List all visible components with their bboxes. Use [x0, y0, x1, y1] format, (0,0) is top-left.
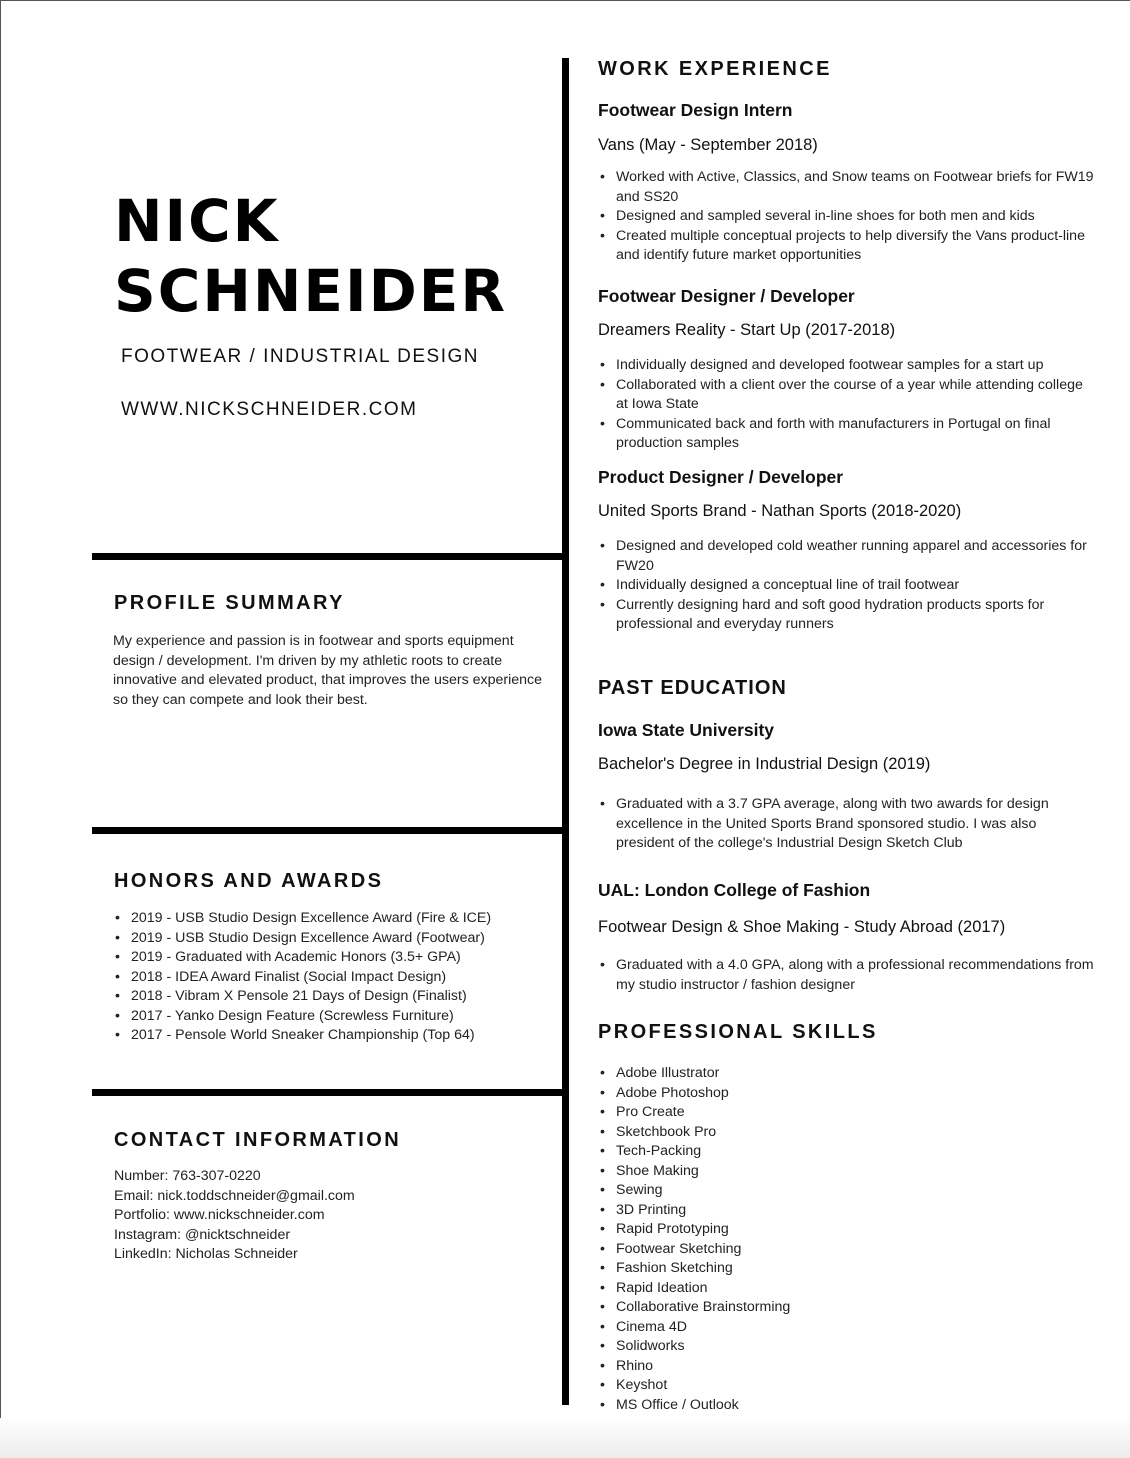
skills-list	[598, 1064, 1098, 1415]
list-item: • Adobe Illustrator	[598, 1064, 1098, 1084]
list-item: • Tech-Packing	[598, 1142, 1098, 1162]
list-item: • Rapid Prototyping	[598, 1220, 1098, 1240]
contact-details	[114, 1167, 355, 1265]
list-item: • 2019 - Graduated with Academic Honors (3.5+ GPA)	[113, 948, 553, 968]
job-bullets	[598, 537, 1098, 635]
list-item: • MS Office / Outlook	[598, 1396, 1098, 1416]
school-degree: Bachelor's Degree in Industrial Design (2019)	[598, 755, 931, 773]
job-company: United Sports Brand - Nathan Sports (2018-2020)	[598, 502, 962, 520]
job-bullets	[598, 168, 1098, 266]
contact-heading: CONTACT INFORMATION	[114, 1129, 402, 1151]
list-item: • Solidworks	[598, 1337, 1098, 1357]
vertical-divider	[562, 58, 569, 1405]
contact-email[interactable]: Email: nick.toddschneider@gmail.com	[114, 1187, 355, 1204]
job-bullets	[598, 356, 1098, 454]
list-item: • 2019 - USB Studio Design Excellence Award (Footwear)	[113, 929, 553, 949]
list-item: • Graduated with a 4.0 GPA, along with a professional recommendations from my studio instructor / fashion designer	[598, 956, 1098, 995]
job-title: Footwear Design Intern	[598, 100, 793, 120]
divider-honors	[92, 827, 562, 834]
job-company: Vans (May - September 2018)	[598, 136, 818, 154]
school-degree: Footwear Design & Shoe Making - Study Abroad (2017)	[598, 918, 1006, 936]
list-item: • Keyshot	[598, 1376, 1098, 1396]
candidate-name	[114, 186, 507, 326]
professional-skills-heading: PROFESSIONAL SKILLS	[598, 1021, 878, 1043]
list-item: • Worked with Active, Classics, and Snow teams on Footwear briefs for FW19 and SS20	[598, 168, 1098, 207]
divider-contact	[92, 1089, 562, 1096]
list-item: • 2017 - Yanko Design Feature (Screwless Furniture)	[113, 1007, 553, 1027]
list-item: • Shoe Making	[598, 1162, 1098, 1182]
list-item: • Created multiple conceptual projects to help diversify the Vans product-line and identify future market opportunities	[598, 227, 1098, 266]
list-item: • Graduated with a 3.7 GPA average, along with two awards for design excellence in the United Sports Brand sponsored studio. I was also president of the college's Industrial Design Sketch Club	[598, 795, 1098, 854]
list-item: • Rhino	[598, 1357, 1098, 1377]
list-item: • Communicated back and forth with manufacturers in Portugal on final production samples	[598, 415, 1098, 454]
contact-instagram[interactable]: Instagram: @nicktschneider	[114, 1226, 291, 1243]
honors-heading: HONORS AND AWARDS	[114, 870, 384, 892]
list-item: • Currently designing hard and soft good hydration products sports for professional and everyday runners	[598, 596, 1098, 635]
job-title: Footwear Designer / Developer	[598, 286, 855, 306]
website-link[interactable]: WWW.NICKSCHNEIDER.COM	[121, 399, 418, 420]
past-education-heading: PAST EDUCATION	[598, 677, 787, 699]
honors-list	[113, 909, 553, 1046]
list-item: • Fashion Sketching	[598, 1259, 1098, 1279]
list-item: • 2018 - IDEA Award Finalist (Social Impact Design)	[113, 968, 553, 988]
last-name: SCHNEIDER	[114, 257, 508, 325]
school-bullets	[598, 795, 1098, 854]
divider-profile	[92, 553, 562, 560]
list-item: • Adobe Photoshop	[598, 1084, 1098, 1104]
profile-summary-heading: PROFILE SUMMARY	[114, 592, 345, 614]
list-item: • 2017 - Pensole World Sneaker Championship (Top 64)	[113, 1026, 553, 1046]
school-name: Iowa State University	[598, 720, 775, 740]
profile-summary-text: My experience and passion is in footwear and sports equipment design / development. I'm driven by my athletic roots to create innovative and elevated product, that improves the users experience so they can compete and look their best.	[113, 633, 543, 708]
list-item: • Designed and developed cold weather running apparel and accessories for FW20	[598, 537, 1098, 576]
work-experience-heading: WORK EXPERIENCE	[598, 58, 832, 80]
list-item: • Individually designed and developed footwear samples for a start up	[598, 356, 1098, 376]
list-item: • Cinema 4D	[598, 1318, 1098, 1338]
list-item: • Collaborated with a client over the course of a year while attending college at Iowa State	[598, 376, 1098, 415]
contact-linkedin[interactable]: LinkedIn: Nicholas Schneider	[114, 1246, 298, 1262]
contact-phone: Number: 763-307-0220	[114, 1168, 261, 1184]
school-name: UAL: London College of Fashion	[598, 880, 871, 900]
job-company: Dreamers Reality - Start Up (2017-2018)	[598, 321, 896, 339]
school-bullets	[598, 956, 1098, 995]
list-item: • 2019 - USB Studio Design Excellence Award (Fire & ICE)	[113, 909, 553, 929]
list-item: • Pro Create	[598, 1103, 1098, 1123]
tagline: FOOTWEAR / INDUSTRIAL DESIGN	[121, 346, 479, 367]
list-item: • Designed and sampled several in-line shoes for both men and kids	[598, 207, 1098, 227]
list-item: • Rapid Ideation	[598, 1279, 1098, 1299]
list-item: • Sewing	[598, 1181, 1098, 1201]
first-name: NICK	[114, 187, 280, 255]
job-title: Product Designer / Developer	[598, 467, 844, 487]
list-item: • Footwear Sketching	[598, 1240, 1098, 1260]
list-item: • Collaborative Brainstorming	[598, 1298, 1098, 1318]
list-item: • Individually designed a conceptual line of trail footwear	[598, 576, 1098, 596]
contact-portfolio[interactable]: Portfolio: www.nickschneider.com	[114, 1207, 325, 1223]
page-edge-shadow	[0, 1418, 1130, 1458]
list-item: • 2018 - Vibram X Pensole 21 Days of Design (Finalist)	[113, 987, 553, 1007]
list-item: • 3D Printing	[598, 1201, 1098, 1221]
list-item: • Sketchbook Pro	[598, 1123, 1098, 1143]
